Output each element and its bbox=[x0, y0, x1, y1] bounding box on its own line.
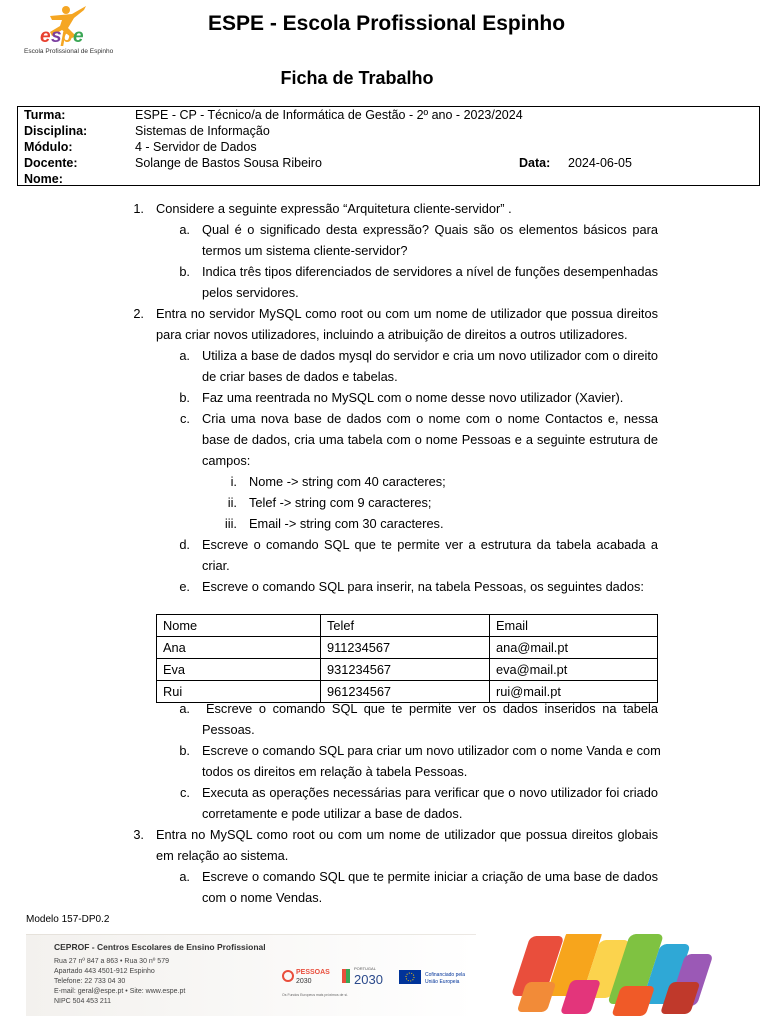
data-label: Data: bbox=[519, 156, 551, 170]
question-text: Considere a seguinte expressão “Arquitetura cliente-servidor” . bbox=[156, 201, 512, 216]
question-text: Faz uma reentrada no MySQL com o nome desse novo utilizador (Xavier). bbox=[202, 390, 624, 405]
svg-text:Os Fundos Europeus mais próxim: Os Fundos Europeus mais próximos de si. bbox=[282, 993, 348, 997]
roman-numeral: i. bbox=[230, 474, 237, 489]
table-cell: 931234567 bbox=[321, 659, 490, 681]
question-text: de criar bases de dados e tabelas. bbox=[202, 369, 398, 384]
table-cell: Ana bbox=[157, 637, 321, 659]
question-number: 3. bbox=[133, 827, 144, 842]
table-cell: 911234567 bbox=[321, 637, 490, 659]
document-title: Ficha de Trabalho bbox=[280, 68, 434, 88]
question-text: com o nome Vendas. bbox=[202, 890, 323, 905]
disciplina-value: Sistemas de Informação bbox=[135, 124, 270, 138]
question-text: Indica três tipos diferenciados de servidores a nível de funções desempenhadas bbox=[202, 264, 658, 279]
subquestion-letter: b. bbox=[179, 743, 190, 758]
subquestion-letter: d. bbox=[179, 537, 190, 552]
svg-text:Cofinanciado pela: Cofinanciado pela bbox=[425, 972, 466, 978]
svg-text:Rua 27 nº 847 a 863 • Rua 30 n: Rua 27 nº 847 a 863 • Rua 30 nº 579 bbox=[54, 958, 169, 965]
svg-text:E-mail: geral@espe.pt • Site:: E-mail: geral@espe.pt • Site: www.espe.pt bbox=[54, 988, 186, 995]
svg-text:2030: 2030 bbox=[354, 972, 383, 987]
svg-text:PORTUGAL: PORTUGAL bbox=[354, 966, 376, 971]
svg-text:p: p bbox=[61, 26, 73, 47]
roman-numeral: ii. bbox=[227, 495, 237, 510]
question-text: Escreve o comando SQL para inserir, na tabela Pessoas, os seguintes dados: bbox=[202, 579, 644, 594]
svg-text:União Europeia: União Europeia bbox=[425, 979, 460, 985]
table-row bbox=[157, 659, 658, 681]
field-spec: Telef -> string com 9 caracteres; bbox=[249, 495, 432, 510]
table-header: Email bbox=[490, 615, 658, 637]
subquestion-letter: a. bbox=[179, 701, 190, 716]
svg-text:NIPC 504 453 211: NIPC 504 453 211 bbox=[54, 998, 112, 1005]
svg-text:e: e bbox=[73, 26, 84, 47]
svg-text:s: s bbox=[51, 26, 62, 47]
table-row bbox=[157, 637, 658, 659]
question-text: criar. bbox=[202, 558, 230, 573]
roman-numeral: iii. bbox=[224, 516, 237, 531]
footer-banner bbox=[26, 934, 742, 1016]
subquestion-letter: c. bbox=[180, 411, 190, 426]
question-text: corretamente e pode utilizar a base de dados. bbox=[202, 806, 463, 821]
svg-text:Telefone: 22 733 04 30: Telefone: 22 733 04 30 bbox=[54, 978, 126, 985]
question-text: Escreve o comando SQL que te permite ver os dados inseridos na tabela bbox=[206, 701, 658, 716]
decorative-tiles bbox=[504, 934, 721, 1016]
question-text: Entra no MySQL como root ou com um nome de utilizador que possua direitos globais bbox=[156, 827, 658, 842]
question-text: Escreve o comando SQL para criar um novo utilizador com o nome Vanda e com bbox=[202, 743, 661, 758]
question-text: Pessoas. bbox=[202, 722, 255, 737]
question-text: em relação ao sistema. bbox=[156, 848, 289, 863]
question-text: Entra no servidor MySQL como root ou com um nome de utilizador que possua direitos bbox=[156, 306, 658, 321]
svg-text:2030: 2030 bbox=[296, 978, 312, 985]
question-text: Escreve o comando SQL que te permite iniciar a criação de uma base de dados bbox=[202, 869, 658, 884]
disciplina-label: Disciplina: bbox=[24, 124, 88, 138]
turma-label: Turma: bbox=[24, 108, 66, 122]
question-text: todos os direitos em relação à tabela Pessoas. bbox=[202, 764, 468, 779]
question-text: Utiliza a base de dados mysql do servidor e cria um novo utilizador com o direito bbox=[202, 348, 658, 363]
question-text: pelos servidores. bbox=[202, 285, 299, 300]
question-number: 2. bbox=[133, 306, 144, 321]
field-spec: Nome -> string com 40 caracteres; bbox=[249, 474, 446, 489]
subquestion-letter: a. bbox=[179, 348, 190, 363]
question-number: 1. bbox=[133, 201, 144, 216]
question-text: Qual é o significado desta expressão? Quais são os elementos básicos para bbox=[202, 222, 658, 237]
data-value: 2024-06-05 bbox=[568, 156, 632, 170]
docente-label: Docente: bbox=[24, 156, 78, 170]
model-label: Modelo 157-DP0.2 bbox=[26, 914, 110, 925]
question-text: Executa as operações necessárias para verificar que o novo utilizador foi criado bbox=[202, 785, 658, 800]
svg-text:CEPROF - Centros Escolares de: CEPROF - Centros Escolares de Ensino Profissional bbox=[54, 942, 266, 952]
field-spec: Email -> string com 30 caracteres. bbox=[249, 516, 444, 531]
svg-text:PESSOAS: PESSOAS bbox=[296, 969, 330, 976]
svg-text:Apartado 443 4501-912 Espinho: Apartado 443 4501-912 Espinho bbox=[54, 968, 155, 975]
question-text: termos um sistema cliente-servidor? bbox=[202, 243, 408, 258]
nome-label: Nome: bbox=[24, 172, 63, 186]
question-text: Escreve o comando SQL que te permite ver a estrutura da tabela acabada a bbox=[202, 537, 658, 552]
svg-text:e: e bbox=[40, 26, 51, 47]
table-cell: eva@mail.pt bbox=[490, 659, 658, 681]
subquestion-letter: a. bbox=[179, 222, 190, 237]
question-text: para criar novos utilizadores, incluindo a atribuição de direitos a outros utilizadores. bbox=[156, 327, 628, 342]
subquestion-letter: b. bbox=[179, 264, 190, 279]
subquestion-letter: e. bbox=[179, 579, 190, 594]
table-cell: rui@mail.pt bbox=[490, 681, 658, 703]
eu-flag-icon bbox=[399, 970, 421, 984]
turma-value: ESPE - CP - Técnico/a de Informática de Gestão - 2º ano - 2023/2024 bbox=[135, 108, 523, 122]
docente-value: Solange de Bastos Sousa Ribeiro bbox=[135, 156, 322, 170]
table-cell: Rui bbox=[157, 681, 321, 703]
modulo-label: Módulo: bbox=[24, 140, 73, 154]
svg-text:Escola Profissional de Espinho: Escola Profissional de Espinho bbox=[24, 48, 114, 55]
school-title: ESPE - Escola Profissional Espinho bbox=[207, 12, 566, 35]
pessoas-data-table bbox=[156, 614, 658, 703]
question-text: base de dados, cria uma tabela com o nome Pessoas e a seguinte estrutura de bbox=[202, 432, 658, 447]
table-cell: ana@mail.pt bbox=[490, 637, 658, 659]
table-header-row bbox=[157, 615, 658, 637]
table-header: Nome bbox=[157, 615, 321, 637]
table-cell: Eva bbox=[157, 659, 321, 681]
question-text: campos: bbox=[202, 453, 251, 468]
subquestion-letter: a. bbox=[179, 869, 190, 884]
modulo-value: 4 - Servidor de Dados bbox=[135, 140, 257, 154]
info-box bbox=[17, 106, 760, 186]
question-text: Cria uma nova base de dados com o nome com o nome Contactos e, nessa bbox=[202, 411, 658, 426]
info-row-docente bbox=[24, 155, 754, 171]
subquestion-letter: b. bbox=[179, 390, 190, 405]
table-cell: 961234567 bbox=[321, 681, 490, 703]
subquestion-letter: c. bbox=[180, 785, 190, 800]
table-header: Telef bbox=[321, 615, 490, 637]
